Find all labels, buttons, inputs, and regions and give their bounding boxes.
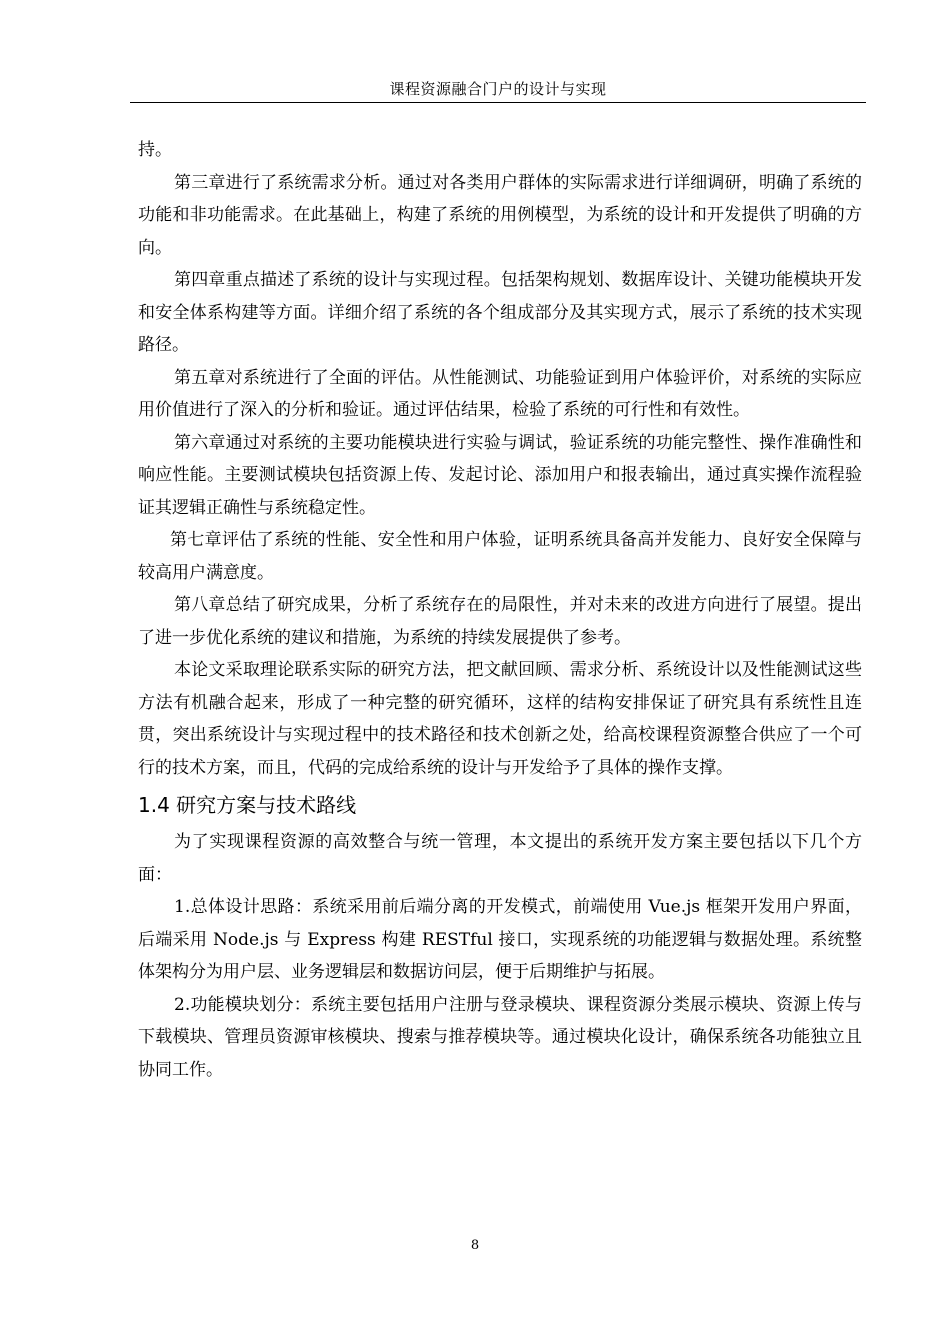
paragraph-continuation: 持。 xyxy=(138,140,172,160)
header-rule xyxy=(130,102,866,103)
section-heading: 1.4 研究方案与技术路线 xyxy=(138,793,357,817)
paragraph-chapter7: 第七章评估了系统的性能、安全性和用户体验，证明系统具备高并发能力、良好安全保障与较高用户满意度。 xyxy=(138,530,862,583)
page-number: 8 xyxy=(470,1238,480,1253)
paragraph-chapter3: 第三章进行了系统需求分析。通过对各类用户群体的实际需求进行详细调研，明确了系统的功能和非功能需求。在此基础上，构建了系统的用例模型，为系统的设计和开发提供了明确的方向。 xyxy=(138,172,862,258)
paragraph-point-2: 2.功能模块划分：系统主要包括用户注册与登录模块、课程资源分类展示模块、资源上传与下载模块、管理员资源审核模块、搜索与推荐模块等。通过模块化设计，确保系统各功能独立且协同工作。 xyxy=(138,994,862,1080)
paragraph-chapter8: 第八章总结了研究成果，分析了系统存在的局限性，并对未来的改进方向进行了展望。提出了进一步优化系统的建议和措施，为系统的持续发展提供了参考。 xyxy=(138,595,862,648)
paragraph-method: 本论文采取理论联系实际的研究方法，把文献回顾、需求分析、系统设计以及性能测试这些方法有机融合起来，形成了一种完整的研究循环，这样的结构安排保证了研究具有系统性且连贯，突出系统设计与实现过程中的技术路径和技术创新之处，给高校课程资源整合供应了一个可行的技术方案，而且，代码的完成给系统的设计与开发给予了具体的操作支撑。 xyxy=(138,660,862,778)
paragraph-chapter5: 第五章对系统进行了全面的评估。从性能测试、功能验证到用户体验评价，对系统的实际应用价值进行了深入的分析和验证。通过评估结果，检验了系统的可行性和有效性。 xyxy=(138,367,862,420)
paragraph-chapter4: 第四章重点描述了系统的设计与实现过程。包括架构规划、数据库设计、关键功能模块开发和安全体系构建等方面。详细介绍了系统的各个组成部分及其实现方式，展示了系统的技术实现路径。 xyxy=(138,270,862,355)
body-text xyxy=(138,134,862,1086)
running-header: 课程资源融合门户的设计与实现 xyxy=(389,80,607,98)
paragraph-intro: 为了实现课程资源的高效整合与统一管理，本文提出的系统开发方案主要包括以下几个方面： xyxy=(138,832,862,885)
paragraph-chapter6: 第六章通过对系统的主要功能模块进行实验与调试，验证系统的功能完整性、操作准确性和响应性能。主要测试模块包括资源上传、发起讨论、添加用户和报表输出，通过真实操作流程验证其逻辑正确性与系统稳定性。 xyxy=(138,432,862,518)
paragraph-point-1: 1.总体设计思路：系统采用前后端分离的开发模式，前端使用 Vue.js 框架开发用户界面，后端采用 Node.js 与 Express 构建 RESTful 接口，实现系统的功能逻辑与数据处理。系统整体架构分为用户层、业务逻辑层和数据访问层，便于后期维护与拓展。 xyxy=(138,897,862,982)
